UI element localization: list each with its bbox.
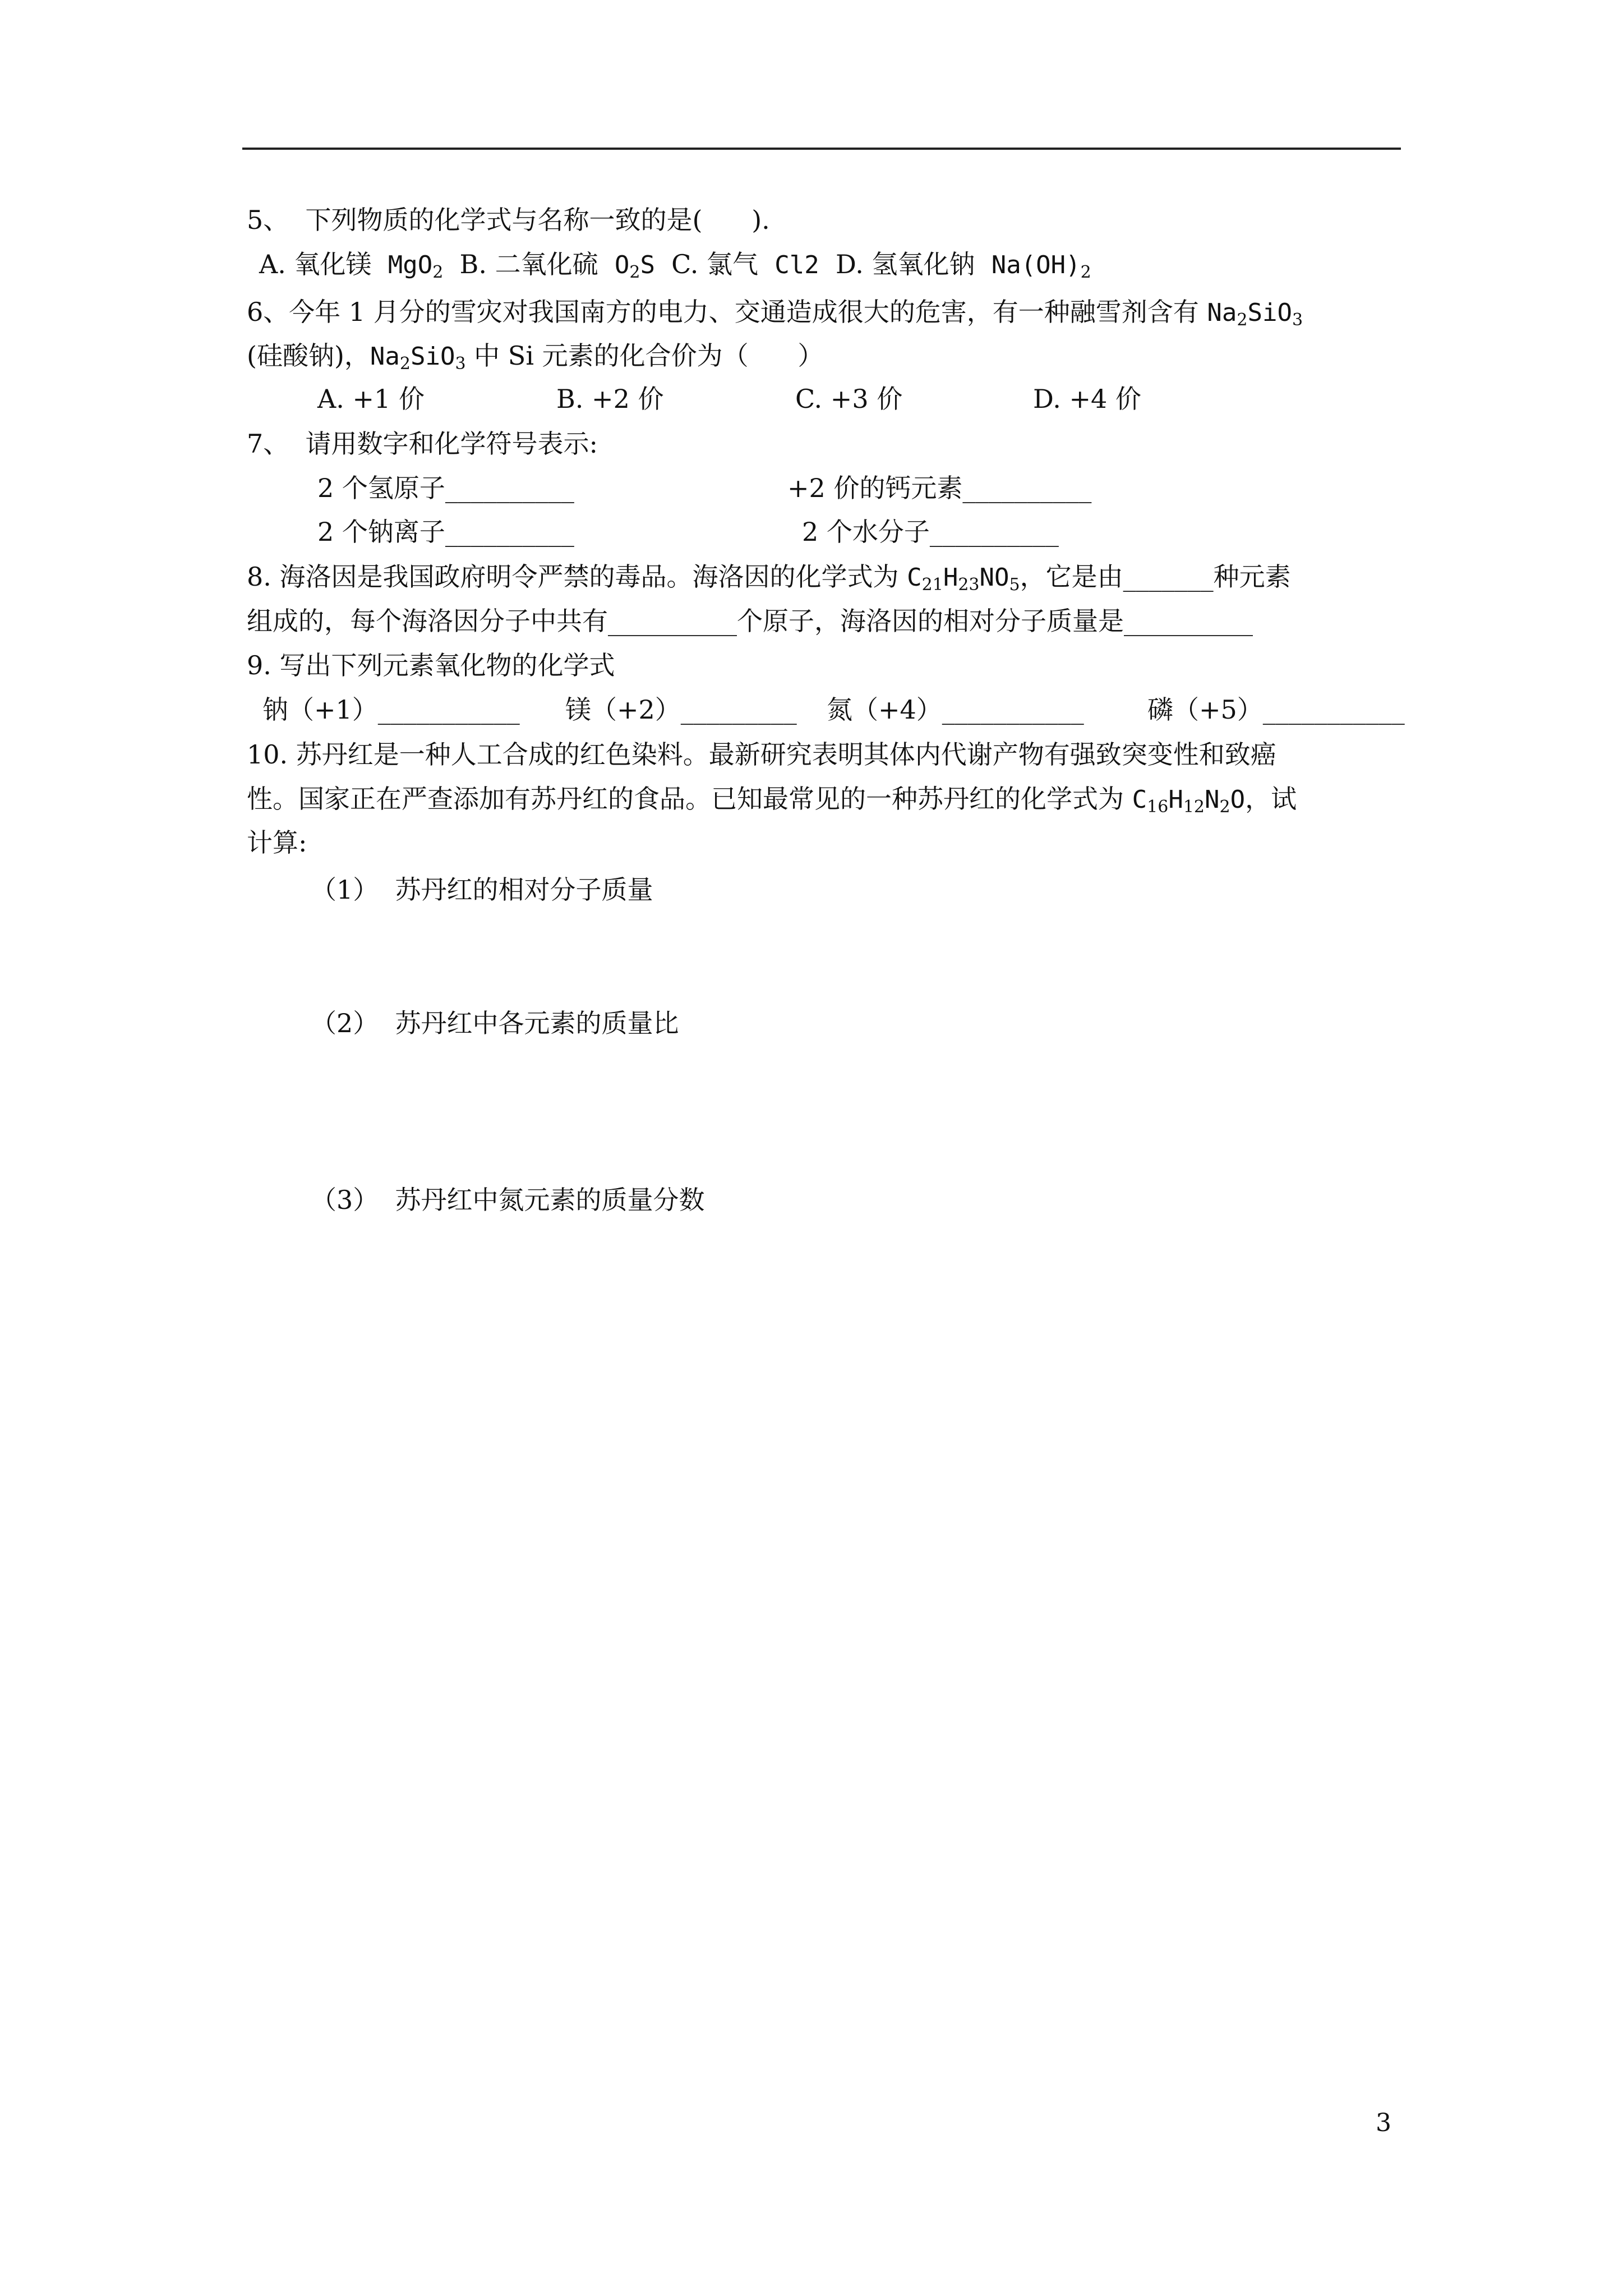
q8-line2: 组成的，每个海洛因分子中共有__________个原子，海洛因的相对分子质量是__________ (247, 606, 1253, 636)
q10-sub2: （2） 苏丹红中各元素的质量比 (311, 1008, 679, 1038)
q10-line3: 计算: (247, 827, 307, 858)
q7-item-c: 2 个钠离子__________ (317, 517, 574, 547)
q9-item-magnesium: 镁（+2）_________ (565, 694, 797, 725)
q9-item-sodium: 钠（+1）___________ (262, 694, 520, 725)
q6-option-d: D. +4 价 (1033, 384, 1141, 414)
q5-options: A. 氧化镁 MgO$_2$ B. 二氧化硫 $O_2S$ C. 氯气 Cl2 D. 氢氧化钠 $Na(OH)_2$ (259, 249, 1091, 282)
q6-option-c: C. +3 价 (795, 384, 903, 414)
q7-item-b: +2 价的钙元素__________ (787, 473, 1092, 503)
q8-line1: 8. 海洛因是我国政府明令严禁的毒品。海洛因的化学式为 $C_{21}H_{23}NO_5$，它是由_______种元素 (247, 562, 1291, 595)
q7-item-a: 2 个氢原子__________ (317, 473, 574, 503)
q9-item-nitrogen: 氮（+4）___________ (827, 694, 1084, 725)
q5-stem: 5、 下列物质的化学式与名称一致的是( ). (247, 205, 770, 235)
q6-line2: (硅酸钠)，$Na_2SiO_3$ 中 Si 元素的化合价为（ ） (247, 341, 824, 374)
q10-sub3: （3） 苏丹红中氮元素的质量分数 (311, 1185, 705, 1215)
q9-item-phosphorus: 磷（+5）___________ (1147, 694, 1405, 725)
q10-line1: 10. 苏丹红是一种人工合成的红色染料。最新研究表明其体内代谢产物有强致突变性和致癌 (247, 739, 1276, 770)
q9-stem: 9. 写出下列元素氧化物的化学式 (247, 650, 615, 680)
q7-stem: 7、 请用数字和化学符号表示: (247, 429, 598, 459)
page-number: 3 (1376, 2109, 1391, 2137)
q6-option-a: A. +1 价 (317, 384, 425, 414)
q10-line2: 性。国家正在严查添加有苏丹红的食品。已知最常见的一种苏丹红的化学式为 $C_{16}H_{12}N_2O$，试 (247, 784, 1297, 817)
q6-line1: 6、今年 1 月分的雪灾对我国南方的电力、交通造成很大的危害，有一种融雪剂含有 $Na_2SiO_3$ (247, 297, 1303, 330)
q10-sub1: （1） 苏丹红的相对分子质量 (311, 875, 653, 905)
q6-option-b: B. +2 价 (556, 384, 664, 414)
q7-item-d: 2 个水分子__________ (802, 517, 1059, 547)
header-rule (242, 148, 1401, 150)
